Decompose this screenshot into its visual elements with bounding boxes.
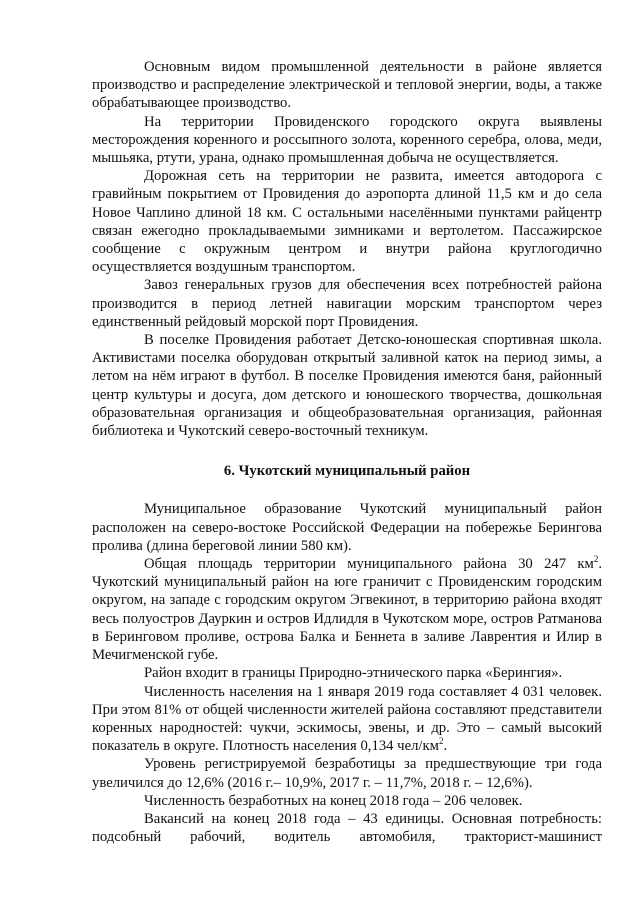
paragraph-industry: Основным видом промышленной деятельности в районе является производство и распределение электрической и тепловой энергии, воды, а также обрабатывающее производство. <box>92 59 602 112</box>
paragraph-park: Район входит в границы Природно-этнического парка «Берингия». <box>144 665 563 682</box>
paragraph-vacancies: Вакансий на конец 2018 года – 43 единицы. Основная потребность: подсобный рабочий, водитель автомобиля, тракторист-машинист <box>92 810 602 846</box>
section-spacer <box>92 440 602 462</box>
paragraph-population <box>92 683 602 756</box>
paragraph-area <box>92 555 602 664</box>
paragraph-municipal: Муниципальное образование Чукотский муниципальный район расположен на северо-востоке Российской Федерации на побережье Берингова пролива (длина береговой линии 580 км). <box>92 501 602 554</box>
paragraph-cargo: Завоз генеральных грузов для обеспечения всех потребностей района производится в период летней навигации морским транспортом через единственный рейдовый морской порт Провидения. <box>92 277 602 330</box>
area-text-end: . Чукотский муниципальный район на юге граничит с Провиденским городским округом, на западе с городским округом Эгвекинот, в территорию района входят весь полуостров Дауркин и остров Идлидля в Чукотском море, остров Ратманова в Беринговом проливе, острова Балка и Беннета в заливе Лаврентия и Илир в Мечигменской губе. <box>92 556 602 664</box>
paragraph-unemployment-rate: Уровень регистрируемой безработицы за предшествующие три года увеличился до 12,6% (2016 г.– 10,9%, 2017 г. – 11,7%, 2018 г. – 12,6%). <box>92 756 602 791</box>
paragraph-unemployed: Численность безработных на конец 2018 года – 206 человек. <box>144 792 523 809</box>
paragraph-deposits: На территории Провиденского городского округа выявлены месторождения коренного и россыпного золота, коренного серебра, олова, меди, мышьяка, ртути, урана, однако промышленная добыча не осуществляется. <box>92 113 602 167</box>
paragraph-facilities: В поселке Провидения работает Детско-юношеская спортивная школа. Активистами поселка оборудован открытый заливной каток на период зимы, а летом на нём играют в футбол. В поселке Провидения имеются баня, районный центр культуры и досуга, дом детского и юношеского творчества, дошкольная образовательная организация и общеобразовательная организация, районная библиотека и Чукотский северо-восточный техникум. <box>92 332 602 440</box>
population-text-end: . <box>443 738 448 755</box>
population-superscript: 2 <box>438 736 444 747</box>
section-heading: 6. Чукотский муниципальный район <box>223 463 471 480</box>
area-superscript: 2 <box>593 554 599 565</box>
paragraph-roads: Дорожная сеть на территории не развита, имеется автодорога с гравийным покрытием от Провидения до аэропорта длиной 11,5 км и до села Новое Чаплино длиной 18 км. С остальными населёнными пунктами райцентр связан ежегодно прокладываемыми зимниками и вертолетом. Пассажирское сообщение с окружным центром и внутри района круглогодично осуществляется воздушным транспортом. <box>92 168 602 276</box>
area-text-start: Общая площадь территории муниципального района 30 247 км <box>144 556 594 573</box>
population-text-start: Численность населения на 1 января 2019 года составляет 4 031 человек. При этом 81% от общей численности жителей района составляют представители коренных народностей: чукчи, эскимосы, эвены, и др. Это – самый высокий показатель в округе. Плотность населения 0,134 чел/км <box>92 683 602 755</box>
